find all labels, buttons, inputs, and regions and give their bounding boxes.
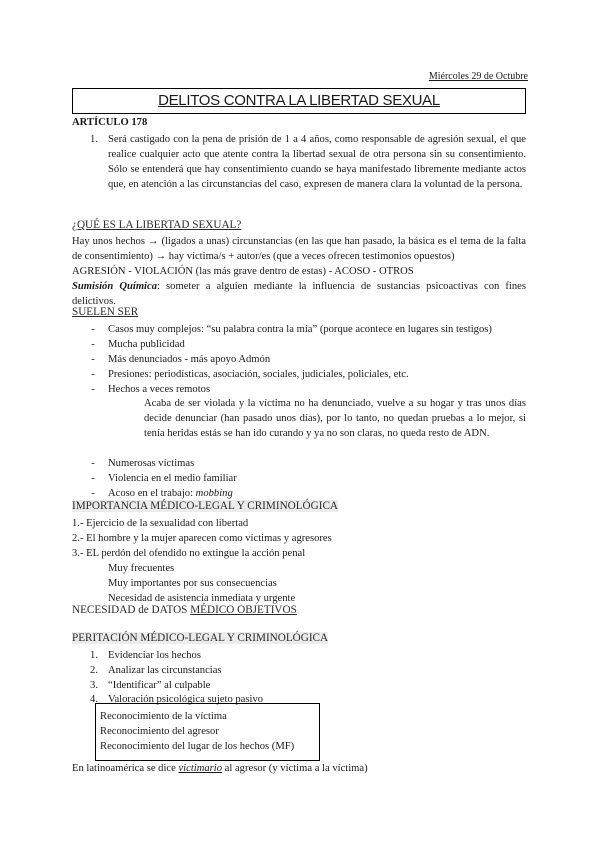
bullet: - bbox=[91, 384, 95, 395]
bullet: - bbox=[91, 324, 95, 335]
bullet: - bbox=[91, 339, 95, 350]
peritacion-item: Evidenciar los hechos bbox=[108, 650, 201, 661]
sumision-paragraph bbox=[72, 279, 526, 309]
sumision-label: Sumisión Química bbox=[72, 281, 157, 292]
reconocimiento-item: Reconocimiento del lugar de los hechos (MF) bbox=[100, 741, 295, 752]
article-heading: ARTÍCULO 178 bbox=[72, 117, 148, 128]
mobbing-term: mobbing bbox=[195, 488, 233, 499]
bullet: - bbox=[91, 458, 95, 469]
importancia-item: 3.- EL perdón del ofendido no extingue la acción penal bbox=[72, 548, 306, 559]
bullet: - bbox=[91, 354, 95, 365]
necesidad-prefix: NECESIDAD de DATOS bbox=[72, 604, 191, 616]
sumision-text: : someter a alguien mediante la influencia de sustancias psicoactivas con fines delictivos. bbox=[72, 281, 526, 307]
reconocimiento-item: Reconocimiento del agresor bbox=[100, 726, 219, 737]
bullet: - bbox=[91, 473, 95, 484]
list-item: Hechos a veces remotos bbox=[108, 384, 211, 395]
peritacion-item: “Identificar” al culpable bbox=[108, 680, 211, 691]
peritacion-number: 1. bbox=[90, 650, 98, 661]
section-heading-peritacion: PERITACIÓN MÉDICO-LEGAL Y CRIMINOLÓGICA bbox=[72, 632, 329, 644]
peritacion-number: 4. bbox=[90, 694, 98, 705]
necesidad-line bbox=[72, 604, 297, 616]
list-item: Presiones: periodísticas, asociación, sociales, judiciales, policiales, etc. bbox=[108, 369, 409, 380]
peritacion-number: 2. bbox=[90, 665, 98, 676]
list-item: Numerosas víctimas bbox=[108, 458, 195, 469]
bullet: - bbox=[91, 488, 95, 499]
article-number: 1. bbox=[90, 134, 98, 145]
importancia-subitem: Necesidad de asistencia inmediata y urgente bbox=[108, 593, 296, 604]
list-item bbox=[108, 486, 233, 501]
peritacion-item: Valoración psicológica sujeto pasivo bbox=[108, 694, 264, 705]
latinoamerica-note bbox=[72, 761, 368, 776]
necesidad-underlined: MÉDICO OBJETIVOS bbox=[190, 604, 297, 616]
page-title: DELITOS CONTRA LA LIBERTAD SEXUAL bbox=[72, 88, 526, 114]
list-item: Más denunciados - más apoyo Admón bbox=[108, 354, 271, 365]
article-text: Será castigado con la pena de prisión de 1 a 4 años, como responsable de agresión sexual, el que realice cualquier acto que atente contra la libertad sexual de otra persona sin su consentimiento. Sólo se entenderá que hay consentimiento cuando se haya manifestado libremente mediante actos que, en atención a las circunstancias del caso, expresen de manera clara la voluntad de la persona. bbox=[108, 134, 526, 190]
victimario-term: victimario bbox=[178, 763, 223, 774]
remotos-paragraph: Acaba de ser violada y la víctima no ha denunciado, vuelve a su hogar y tras unos días decide denunciar (han pasado unos días), por lo tanto, no quedan pruebas a lo mejor, si tenía heridas estás se han ido curando y ya no son claras, no queda resto de ADN. bbox=[144, 398, 526, 439]
acoso-label: Acoso en el trabajo: bbox=[108, 488, 196, 499]
list-item: Casos muy complejos: “su palabra contra la mía” (porque acontece en lugares sin testigos) bbox=[108, 324, 492, 335]
importancia-item: 2.- El hombre y la mujer aparecen como víctimas y agresores bbox=[72, 533, 332, 544]
libertad-types: AGRESIÓN - VIOLACIÓN (las más grave dentro de estas) - ACOSO - OTROS bbox=[72, 266, 414, 277]
libertad-paragraph: Hay unos hechos → (ligados a unas) circunstancias (en las que han pasado, la básica es el tema de la falta de consentimiento) → hay víctima/s + autor/es (que a veces ofrecen testimonios opuestos) bbox=[72, 236, 526, 262]
note-suffix: al agresor (y víctima a la víctima) bbox=[222, 763, 368, 774]
peritacion-number: 3. bbox=[90, 680, 98, 691]
note-prefix: En latinoamérica se dice bbox=[72, 763, 179, 774]
peritacion-item: Analizar las circunstancias bbox=[108, 665, 222, 676]
section-heading-libertad: ¿QUÉ ES LA LIBERTAD SEXUAL? bbox=[72, 219, 242, 231]
importancia-item: 1.- Ejercicio de la sexualidad con libertad bbox=[72, 518, 249, 529]
section-heading-suelen: SUELEN SER bbox=[72, 306, 139, 318]
reconocimiento-item: Reconocimiento de la víctima bbox=[100, 711, 227, 722]
importancia-subitem: Muy importantes por sus consecuencias bbox=[108, 578, 277, 589]
section-heading-importancia: IMPORTANCIA MÉDICO-LEGAL Y CRIMINOLÓGICA bbox=[72, 500, 338, 512]
list-item: Mucha publicidad bbox=[108, 339, 185, 350]
bullet: - bbox=[91, 369, 95, 380]
importancia-subitem: Muy frecuentes bbox=[108, 563, 175, 574]
date-label: Miércoles 29 de Octubre bbox=[428, 71, 528, 82]
list-item: Violencia en el medio familiar bbox=[108, 473, 237, 484]
